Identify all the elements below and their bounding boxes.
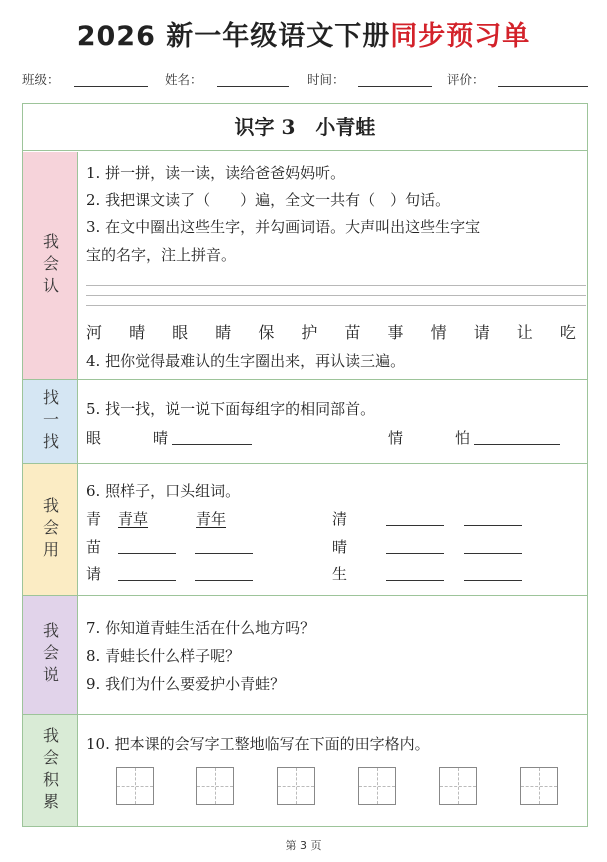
pair1-a: 眼: [86, 429, 102, 447]
char-list: [86, 320, 576, 343]
side-speak: [23, 596, 78, 714]
section-divider: [23, 714, 587, 715]
tianzige-box[interactable]: [439, 767, 477, 805]
item-10: 10. 把本课的会写字工整地临写在下面的田字格内。: [86, 735, 430, 753]
title-main: 2026 新一年级语文下册: [76, 21, 391, 52]
tianzige-box[interactable]: [277, 767, 315, 805]
word-blank[interactable]: [118, 580, 176, 581]
side-accumulate-label: 我会积累: [40, 726, 60, 815]
word-char-5: 晴: [332, 538, 348, 556]
word-blank[interactable]: [386, 525, 444, 526]
tianzige-box[interactable]: [116, 767, 154, 805]
radical-answer-1[interactable]: [172, 444, 252, 445]
item-4: 4. 把你觉得最难认的生字圈出来，再认读三遍。: [86, 352, 406, 370]
page-number: 第 3 页: [285, 839, 322, 852]
section-divider: [23, 463, 587, 464]
item-3: 3. 在文中圈出这些生字，并勾画词语。大声叫出这些生字宝: [86, 218, 481, 236]
example-word-1: 青草: [118, 510, 149, 528]
char: 吃: [559, 323, 576, 342]
section-divider: [23, 379, 587, 380]
item-7: 7. 你知道青蛙生活在什么地方吗？: [86, 619, 316, 637]
side-speak-label: 我会说: [40, 622, 60, 688]
char: 请: [473, 323, 490, 342]
tianzige-box[interactable]: [358, 767, 396, 805]
example-word-2: 青年: [196, 510, 227, 528]
pair2-a: 情: [388, 429, 404, 447]
word-blank[interactable]: [464, 525, 522, 526]
time-label: 时间：: [307, 72, 345, 87]
side-recognize: [23, 152, 78, 379]
char: 情: [430, 323, 447, 342]
name-field[interactable]: [217, 86, 289, 87]
item-2: 2. 我把课文读了（ ）遍，全文一共有（ ）句话。: [86, 191, 451, 209]
char: 保: [258, 323, 275, 342]
item-5: 5. 找一找，说一说下面每组字的相同部首。: [86, 400, 376, 418]
worksheet-frame: [22, 103, 588, 827]
writing-line[interactable]: [86, 295, 586, 296]
char: 事: [387, 323, 404, 342]
tianzige-box[interactable]: [196, 767, 234, 805]
pair1-b: 晴: [153, 429, 169, 447]
word-char-4: 清: [332, 510, 348, 528]
writing-line[interactable]: [86, 285, 586, 286]
word-blank[interactable]: [195, 553, 253, 554]
class-label: 班级：: [22, 72, 60, 87]
item-1: 1. 拼一拼，读一读，读给爸爸妈妈听。: [86, 164, 346, 182]
grade-field[interactable]: [498, 86, 588, 87]
time-field[interactable]: [358, 86, 432, 87]
item-3-cont: 宝的名字，注上拼音。: [86, 246, 237, 264]
lesson-title: 识字 3 小青蛙: [22, 103, 588, 151]
char: 护: [301, 323, 318, 342]
section-divider: [23, 595, 587, 596]
char: 苗: [344, 323, 361, 342]
char: 睛: [215, 323, 232, 342]
side-find-label: 找一找: [40, 388, 60, 455]
char: 河: [86, 323, 103, 342]
info-row: [22, 70, 592, 90]
word-blank[interactable]: [386, 580, 444, 581]
char: 晴: [129, 323, 146, 342]
word-blank[interactable]: [464, 580, 522, 581]
writing-line[interactable]: [86, 305, 586, 306]
word-blank[interactable]: [195, 580, 253, 581]
side-find: [23, 380, 78, 463]
radical-answer-2[interactable]: [474, 444, 560, 445]
word-char-3: 请: [86, 565, 102, 583]
pair2-b: 怕: [455, 429, 471, 447]
item-8: 8. 青蛙长什么样子呢？: [86, 647, 241, 665]
page-title: [0, 14, 607, 53]
word-blank[interactable]: [118, 553, 176, 554]
class-field[interactable]: [74, 86, 148, 87]
word-char-1: 青: [86, 510, 102, 528]
side-recognize-label: 我会认: [40, 232, 60, 299]
char: 眼: [172, 323, 189, 342]
word-blank[interactable]: [464, 553, 522, 554]
side-use: [23, 464, 78, 595]
item-6: 6. 照样子，口头组词。: [86, 482, 241, 500]
word-char-2: 苗: [86, 538, 102, 556]
side-accumulate: [23, 715, 78, 826]
item-9: 9. 我们为什么要爱护小青蛙？: [86, 675, 286, 693]
tianzige-box[interactable]: [520, 767, 558, 805]
name-label: 姓名：: [165, 72, 203, 87]
grade-label: 评价：: [447, 72, 485, 87]
word-blank[interactable]: [386, 553, 444, 554]
char: 让: [516, 323, 533, 342]
title-accent: 同步预习单: [390, 21, 531, 52]
side-use-label: 我会用: [40, 496, 60, 563]
word-char-6: 生: [332, 565, 348, 583]
